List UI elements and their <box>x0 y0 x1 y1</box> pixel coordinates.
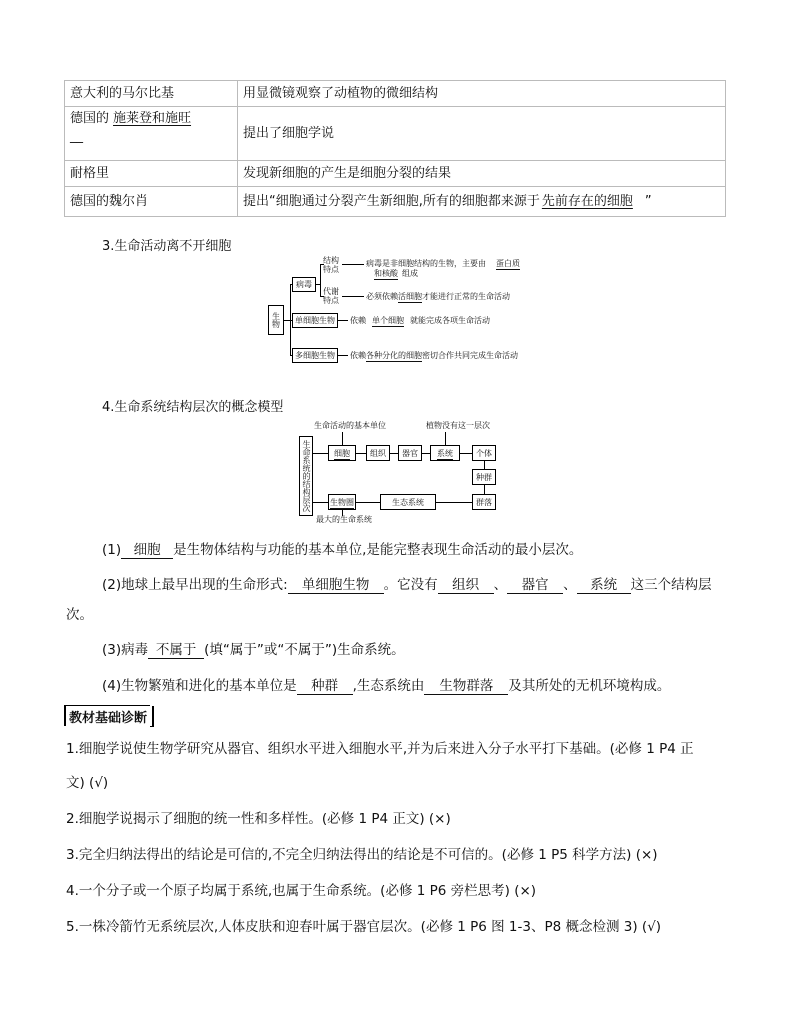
meta-label: 代谢特点 <box>323 287 339 305</box>
table-row <box>65 107 726 161</box>
scientist-table <box>64 80 726 217</box>
note-plant: 植物没有这一层次 <box>426 421 490 430</box>
diagnosis-item-1: 1.细胞学说使生物学研究从器官、组织水平进入细胞水平,并为后来进入分子水平打下基础。(必修 1 P4 正 <box>66 741 694 757</box>
level-cell: 细胞 <box>328 445 356 461</box>
level-community: 群落 <box>472 494 496 510</box>
contribution-fill: 先前存在的细胞 <box>541 193 633 209</box>
section3-title: 3.生命活动离不开细胞 <box>102 239 232 254</box>
question-2: (2)地球上最早出现的生命形式: 单细胞生物 。它没有 组织 、 器官 、 系统 这三个结构层 <box>102 577 712 593</box>
scientist-prefix: 德国的 <box>70 111 110 126</box>
table-row <box>65 187 726 217</box>
scientist-fill: 施莱登和施旺 <box>113 111 192 126</box>
section4-title: 4.生命系统结构层次的概念模型 <box>102 400 284 415</box>
meta-text: 必须依赖活细胞才能进行正常的生命活动 <box>366 292 510 301</box>
scientist-cell: 耐格里 <box>65 161 238 187</box>
question-2-line2: 次。 <box>66 607 93 623</box>
side-label: 生命系统的结构层次 <box>299 436 313 516</box>
diagnosis-item-3: 3.完全归纳法得出的结论是可信的,不完全归纳法得出的结论是不可信的。(必修 1 P5 科学方法) (×) <box>66 847 658 863</box>
question-1: (1) 细胞 是生物体结构与功能的基本单位,是能完整表现生命活动的最小层次。 <box>102 542 583 558</box>
table-row <box>65 81 726 107</box>
struct-label: 结构特点 <box>323 256 339 274</box>
question-3: (3)病毒 不属于 (填“属于”或“不属于”)生命系统。 <box>102 642 405 658</box>
note-basic: 生命活动的基本单位 <box>314 421 386 430</box>
question-4: (4)生物繁殖和进化的基本单位是 种群 ,生态系统由 生物群落 及其所处的无机环境构成。 <box>102 678 671 694</box>
note-max: 最大的生命系统 <box>316 515 372 524</box>
uni-text: 依赖 单个细胞 就能完成各项生命活动 <box>350 316 490 325</box>
struct-text-2: 和核酸 组成 <box>374 269 418 278</box>
scientist-cell: 意大利的马尔比基 <box>65 81 238 107</box>
contribution-cell <box>238 187 726 217</box>
diagnosis-item-4: 4.一个分子或一个原子均属于系统,也属于生命系统。(必修 1 P6 旁栏思考) (×) <box>66 883 537 899</box>
contribution-cell: 用显微镜观察了动植物的微细结构 <box>238 81 726 107</box>
level-population: 种群 <box>472 469 496 485</box>
virus-box: 病毒 <box>292 277 316 292</box>
struct-text: 病毒是非细胞结构的生物，主要由 蛋白质 <box>366 259 520 268</box>
contribution-prefix: 提出“细胞通过分裂产生新细胞,所有的细胞都来源于 <box>243 193 540 209</box>
contribution-suffix: ” <box>644 193 652 209</box>
scientist-suffix: __ <box>70 129 83 144</box>
diagnosis-tag: 教材基础诊断 <box>64 705 150 726</box>
diagnosis-item-1-cont: 文) (√) <box>66 775 109 791</box>
level-organ: 器官 <box>398 445 422 461</box>
contribution-cell: 发现新细胞的产生是细胞分裂的结果 <box>238 161 726 187</box>
diagnosis-item-5: 5.一株冷箭竹无系统层次,人体皮肤和迎春叶属于器官层次。(必修 1 P6 图 1-3、P8 概念检测 3) (√) <box>66 919 662 935</box>
root-box: 生物 <box>268 305 284 335</box>
level-individual: 个体 <box>472 445 496 461</box>
contribution-cell: 提出了细胞学说 <box>238 107 726 161</box>
scientist-cell <box>65 107 238 161</box>
level-tissue: 组织 <box>366 445 390 461</box>
scientist-cell: 德国的魏尔肖 <box>65 187 238 217</box>
diagnosis-item-2: 2.细胞学说揭示了细胞的统一性和多样性。(必修 1 P4 正文) (×) <box>66 811 451 827</box>
level-system: 系统 <box>430 445 460 461</box>
multicellular-box: 多细胞生物 <box>292 348 338 363</box>
multi-text: 依赖各种分化的细胞密切合作共同完成生命活动 <box>350 351 518 360</box>
unicellular-box: 单细胞生物 <box>292 313 338 328</box>
level-biosphere: 生物圈 <box>328 494 356 510</box>
table-row <box>65 161 726 187</box>
level-ecosystem: 生态系统 <box>380 494 436 510</box>
